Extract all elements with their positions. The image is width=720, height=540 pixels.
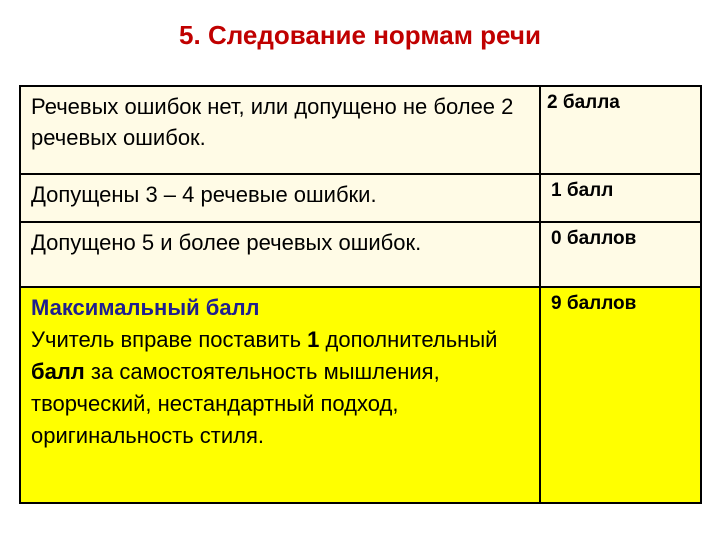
- max-score-value: 9 баллов: [540, 287, 701, 503]
- table-row: [20, 174, 701, 222]
- bonus-note-bold: балл: [31, 359, 85, 384]
- bonus-note: [31, 324, 531, 452]
- criterion-score: 2 балла: [540, 86, 701, 174]
- max-score-description: [20, 287, 540, 503]
- criterion-text: Допущены 3 – 4 речевые ошибки.: [20, 174, 540, 222]
- bonus-note-text: дополнительный: [319, 327, 498, 352]
- criteria-table: [19, 85, 702, 504]
- max-score-title: Максимальный балл: [31, 295, 260, 320]
- criterion-score: 1 балл: [540, 174, 701, 222]
- table-row: [20, 222, 701, 287]
- criterion-text: Речевых ошибок нет, или допущено не более 2 речевых ошибок.: [20, 86, 540, 174]
- bonus-note-text: за самостоятельность мышления, творческий, нестандартный подход, оригинальность стиля.: [31, 359, 440, 448]
- page-title: 5. Следование нормам речи: [179, 20, 541, 50]
- criterion-text: Допущено 5 и более речевых ошибок.: [20, 222, 540, 287]
- table-row: [20, 86, 701, 174]
- max-score-row: [20, 287, 701, 503]
- bonus-note-text: Учитель вправе поставить: [31, 327, 308, 352]
- criterion-score: 0 баллов: [540, 222, 701, 287]
- bonus-note-bold: 1: [307, 327, 320, 352]
